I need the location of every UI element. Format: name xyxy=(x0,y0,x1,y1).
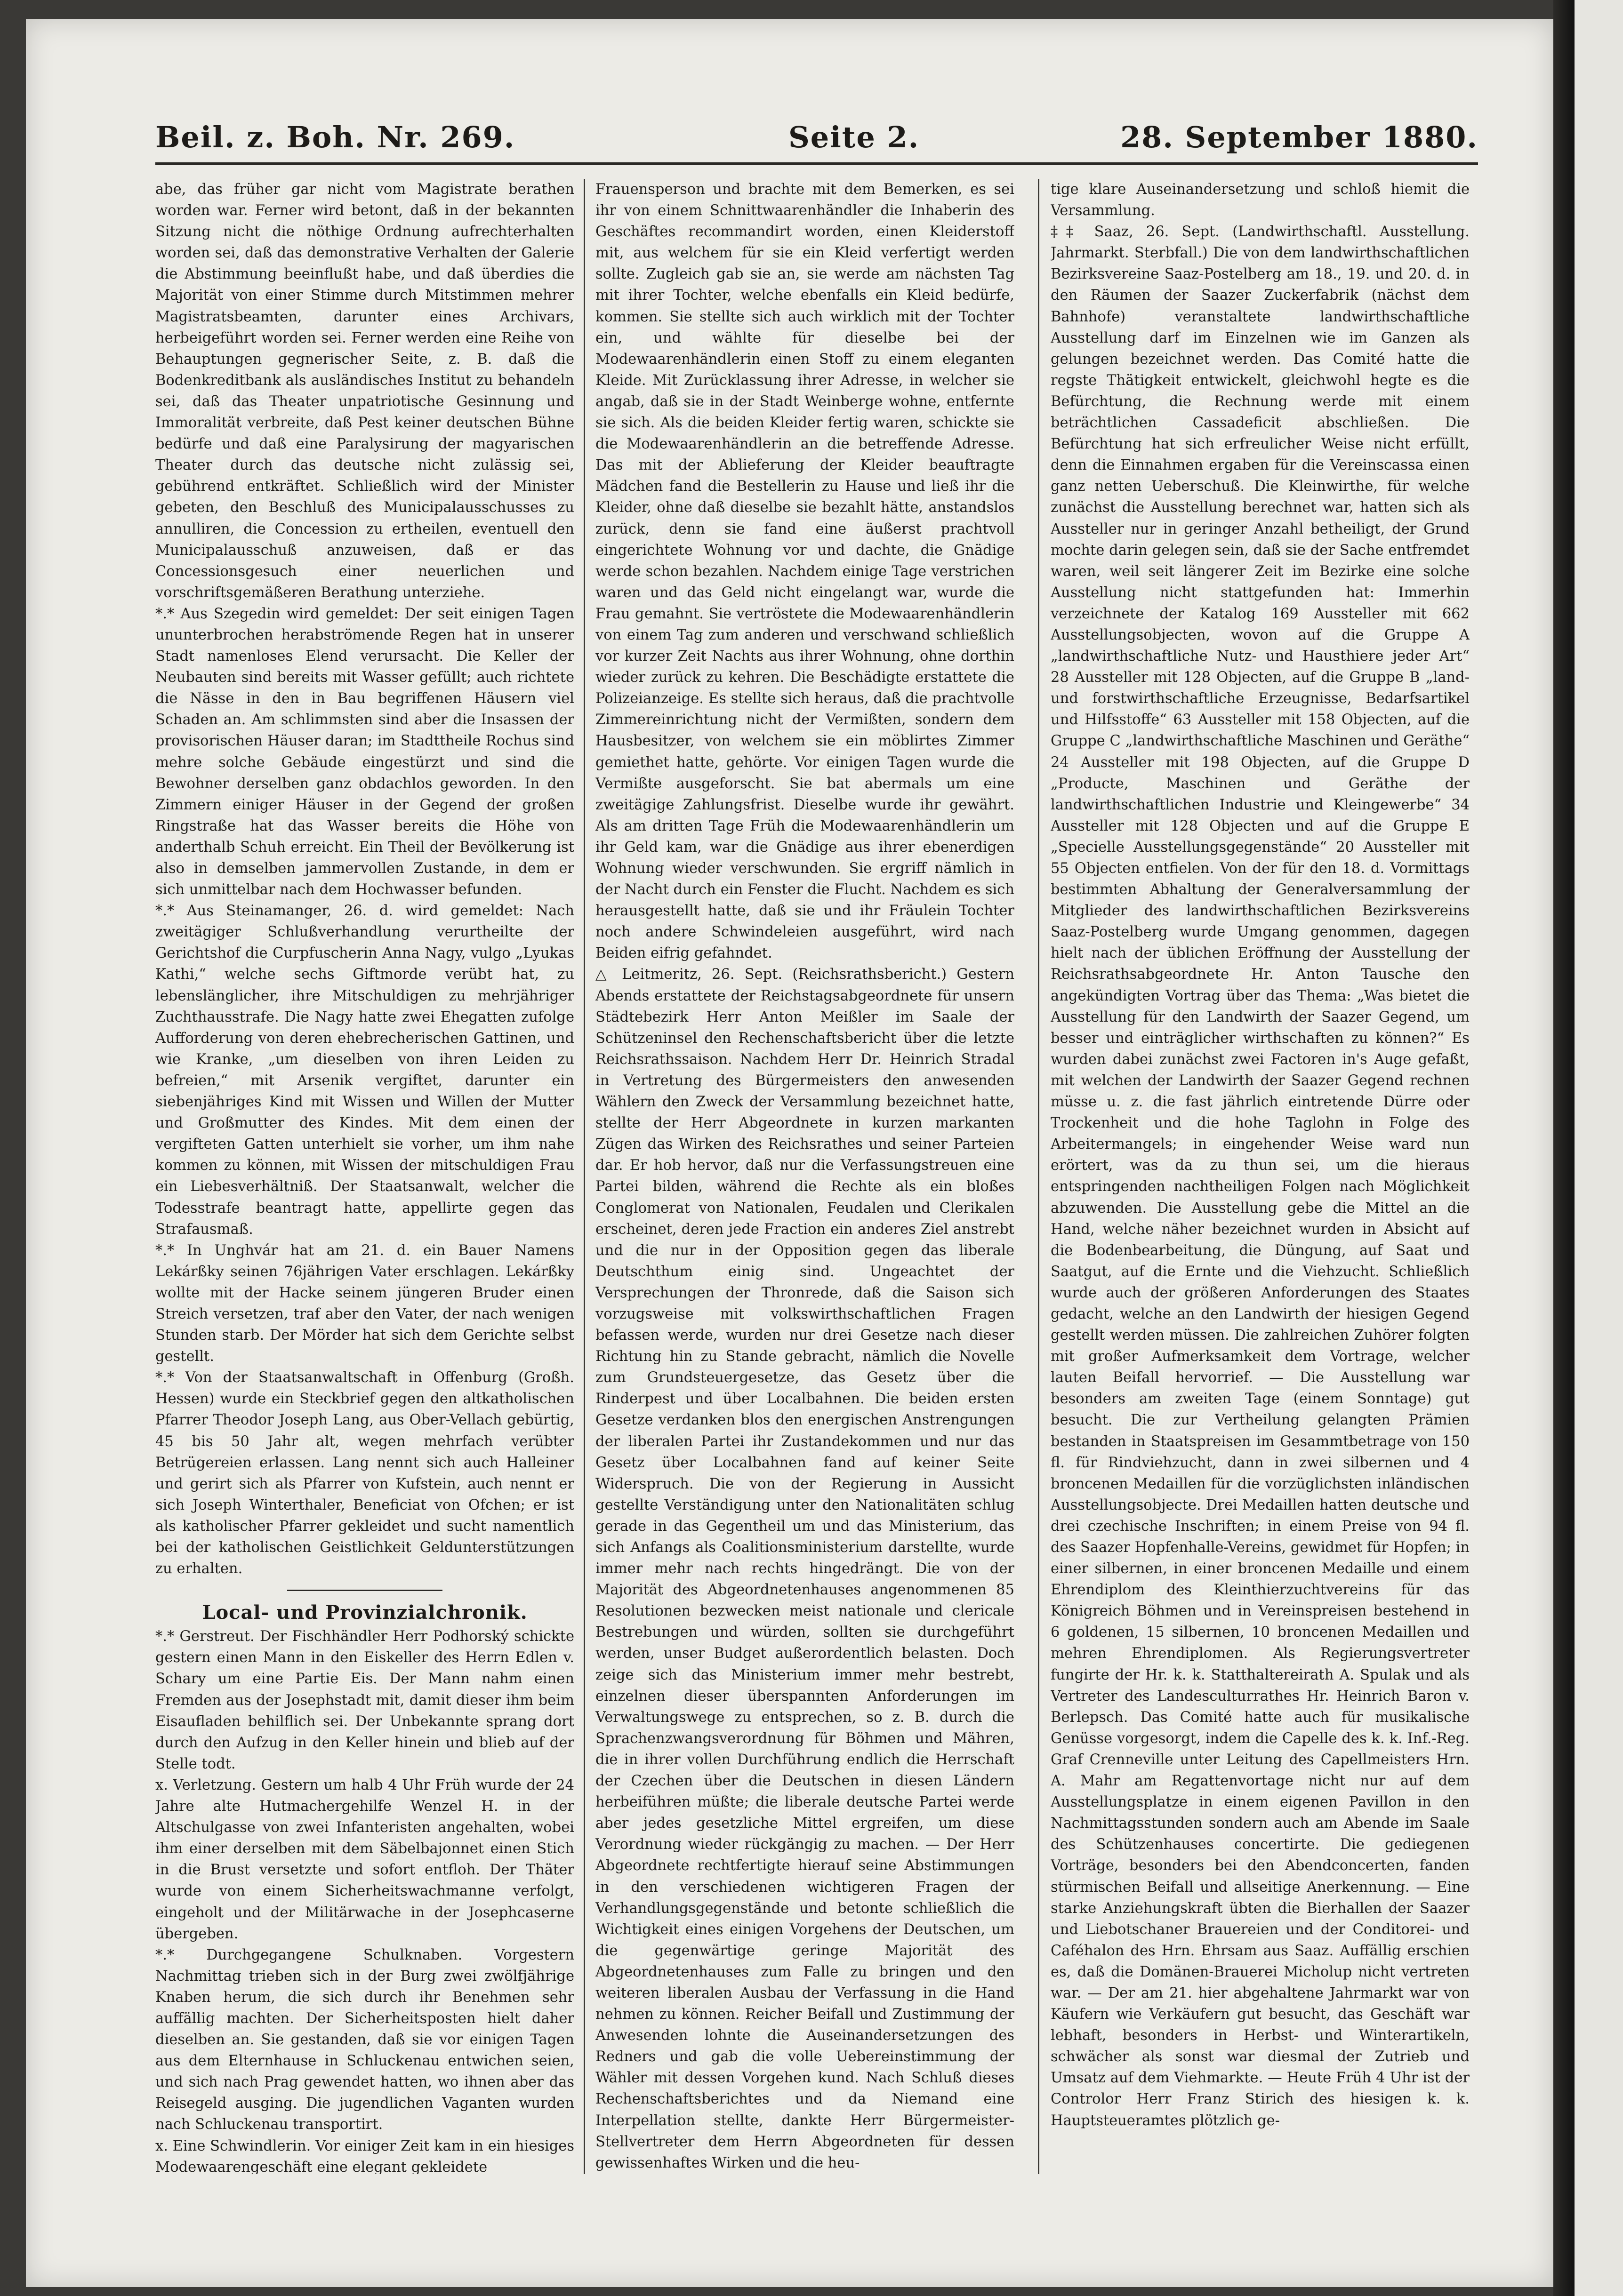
column-1 xyxy=(155,179,574,2174)
article-paragraph: ‡‡ Saaz, 26. Sept. (Landwirthschaftl. Ausstellung. Jahrmarkt. Sterbfall.) Die von dem landwirthschaftlichen Bezirksvereine Saaz-Postelberg am 18., 19. und 20. d. in den Räumen der Saazer Zuckerfabrik (nächst dem Bahnhofe) veranstaltete landwirthschaftliche Ausstellung darf im Einzelnen wie im Ganzen als gelungen bezeichnet werden. Das Comité hatte die regste Thätigkeit entwickelt, gleichwohl hegte es die Befürchtung, die Rechnung werde mit einem beträchtlichen Cassadeficit abschließen. Die Befürchtung hat sich erfreulicher Weise nicht erfüllt, denn die Einnahmen ergaben für die Vereinscassa einen ganz netten Ueberschuß. Die Kleinwirthe, für welche zunächst die Ausstellung berechnet war, hatten sich als Aussteller nur in geringer Anzahl betheiligt, der Grund mochte darin gelegen sein, daß sie der Sache entfremdet waren, weil seit längerer Zeit im Bezirke eine solche Ausstellung nicht stattgefunden hat: Immerhin verzeichnete der Katalog 169 Aussteller mit 662 Ausstellungsobjecten, wovon auf die Gruppe A „landwirthschaftliche Nutz- und Hausthiere jeder Art“ 28 Aussteller mit 128 Objecten, auf die Gruppe B „land- und forstwirthschaftliche Erzeugnisse, Bedarfsartikel und Hilfsstoffe“ 63 Aussteller mit 158 Objecten, auf die Gruppe C „landwirthschaftliche Maschinen und Geräthe“ 24 Aussteller mit 198 Objecten, auf die Gruppe D „Producte, Maschinen und Geräthe der landwirthschaftlichen Industrie und Kleingewerbe“ 34 Aussteller mit 128 Objecten und auf die Gruppe E „Specielle Ausstellungsgegenstände“ 20 Aussteller mit 55 Objecten entfielen. Von der für den 18. d. Vormittags bestimmten Abhaltung der Generalversammlung der Mitglieder des landwirthschaftlichen Bezirksvereins Saaz-Postelberg wurde Umgang genommen, dagegen hielt nach der üblichen Eröffnung der Ausstellung der Reichsrathsabgeordnete Hr. Anton Tausche den angekündigten Vortrag über das Thema: „Was bietet die Ausstellung für den Landwirth der Saazer Gegend, um besser und einträglicher wirthschaften zu können?“ Es wurden dabei zunächst zwei Factoren in's Auge gefaßt, mit welchen der Landwirth der Saazer Gegend rechnen müsse u. z. die fast jährlich eintretende Dürre oder Trockenheit und die hohe Taglohn in Folge des Arbeitermangels; in eingehender Weise ward nun erörtert, was da zu thun sei, um die hieraus entspringenden nachtheiligen Folgen nach Möglichkeit abzuwenden. Die Ausstellung gebe die Mittel an die Hand, welche näher bezeichnet wurden in Absicht auf die Bodenbearbeitung, die Düngung, auf Saat und Saatgut, auf die Ernte und die Viehzucht. Schließlich wurde auch der größeren Anforderungen des Staates gedacht, welche an den Landwirth der hiesigen Gegend gestellt werden müssen. Die zahlreichen Zuhörer folgten mit großer Aufmerksamkeit dem Vortrage, welcher lauten Beifall hervorrief. — Die Ausstellung war besonders am zweiten Tage (einem Sonntage) gut besucht. Die zur Vertheilung gelangten Prämien bestanden in Staatspreisen im Gesammtbetrage von 150 fl. für Rindviehzucht, dann in zwei silbernen und 4 broncenen Medaillen für die vorzüglichsten inländischen Ausstellungsobjecte. Drei Medaillen hatten deutsche und drei czechische Inschriften; in einem Preise von 94 fl. des Saazer Hopfenhalle-Vereins, gewidmet für Hopfen; in einer silbernen, in einer broncenen Medaille und einem Ehrendiplom des Kleinthierzuchtvereins für das Königreich Böhmen und in Vereinspreisen bestehend in 6 goldenen, 15 silbernen, 10 broncenen Medaillen und mehren Ehrendiplomen. Als Regierungsvertreter fungirte der Hr. k. k. Statthaltereirath A. Spulak und als Vertreter des Landesculturrathes Hr. Heinrich Baron v. Berlepsch. Das Comité hatte auch für musikalische Genüsse vorgesorgt, indem die Capelle des k. k. Inf.-Reg. Graf Crenneville unter Leitung des Capellmeisters Hrn. A. Mahr am Regattenvortage nicht nur auf dem Ausstellungsplatze in einem eigenen Pavillon in den Nachmittagsstunden sondern auch am Abende im Saale des Schützenhauses concertirte. Die gediegenen Vorträge, besonders bei den Abendconcerten, fanden stürmischen Beifall und allseitige Anerkennung. — Eine starke Anziehungskraft übten die Bierhallen der Saazer und Liebotschaner Brauereien und der Conditorei- und Caféhalon des Hrn. Ehrsam aus Saaz. Auffällig erschien es, daß die Domänen-Brauerei Micholup nicht vertreten war. — Der am 21. hier abgehaltene Jahrmarkt war von Käufern wie Verkäufern gut besucht, das Geschäft war lebhaft, besonders in Herbst- und Winterartikeln, schwächer als sonst war diesmal der Zutrieb und Umsatz auf dem Viehmarkte. — Heute Früh 4 Uhr ist der Controlor Herr Franz Stirich des hiesigen k. k. Hauptsteueramtes plötzlich ge- xyxy=(1051,224,1470,2129)
column-divider xyxy=(584,179,585,2174)
column-divider xyxy=(1038,179,1039,2174)
page-header xyxy=(155,120,1478,158)
article-paragraph: *.* Aus Steinamanger, 26. d. wird gemeldet: Nach zweitägiger Schlußverhandlung verurtheilte der Gerichtshof die Curpfuscherin Anna Nagy, vulgo „Lyukas Kathi,“ welche sechs Giftmorde verübt hat, zu lebenslänglicher, ihre Mitschuldigen zu mehrjähriger Zuchthausstrafe. Die Nagy hatte zwei Ehegatten zufolge Aufforderung von deren ehebrecherischen Gattinen, und wie Kranke, „um dieselben von ihren Leiden zu befreien,“ mit Arsenik vergiftet, darunter ein siebenjähriges Kind mit Wissen und Willen der Mutter und Großmutter des Kindes. Mit dem einen der vergifteten Gatten unterhielt sie vorher, um ihm nahe kommen zu können, mit Wissen der mitschuldigen Frau ein Liebesverhältniß. Der Staatsanwalt, welcher die Todesstrafe beantragt hatte, appellirte gegen das Strafausmaß. xyxy=(155,903,574,1238)
adjacent-page-edge xyxy=(1575,0,1623,2296)
article-paragraph: x. Verletzung. Gestern um halb 4 Uhr Früh wurde der 24 Jahre alte Hutmachergehilfe Wenzel H. in der Altschulgasse von zwei Infanteristen angehalten, wobei ihm einer derselben mit dem Säbelbajonnet einen Stich in die Brust versetzte und sofort entfloh. Der Thäter wurde von einem Sicherheitswachmanne verfolgt, eingeholt und der Militärwache in der Josephcaserne übergeben. xyxy=(155,1776,574,1942)
article-paragraph: *.* Von der Staatsanwaltschaft in Offenburg (Großh. Hessen) wurde ein Steckbrief gegen den altkatholischen Pfarrer Theodor Joseph Lang, aus Ober-Vellach gebürtig, 45 bis 50 Jahr alt, wegen mehrfach verübter Betrügereien erlassen. Lang nennt sich auch Halleiner und gerirt sich als Pfarrer von Kufstein, auch nennt er sich Joseph Winterthaler, Beneficiat von Ofchen; er ist als katholischer Pfarrer gekleidet und sucht namentlich bei der katholischen Geistlichkeit Geldunterstützungen zu erhalten. xyxy=(155,1369,574,1577)
article-paragraph: *.* Durchgegangene Schulknaben. Vorgestern Nachmittag trieben sich in der Burg zwei zwölfjährige Knaben herum, die sich durch ihr Benehmen sehr auffällig machten. Der Sicherheitsposten hielt daher dieselben an. Sie gestanden, daß sie vor einigen Tagen aus dem Elternhause in Schluckenau entwichen seien, und sich nach Prag gewendet hatten, wo ihnen aber das Reisegeld ausging. Die jugendlichen Vaganten wurden nach Schluckenau transportirt. xyxy=(155,1946,574,2133)
header-rule xyxy=(155,162,1478,165)
section-ornament xyxy=(155,1583,574,1597)
article-paragraph: x. Eine Schwindlerin. Vor einiger Zeit kam in ein hiesiges Modewaarengeschäft eine elegant gekleidete xyxy=(155,2137,574,2174)
article-paragraph: abe, das früher gar nicht vom Magistrate berathen worden war. Ferner wird betont, daß in der bekannten Sitzung nicht die nöthige Ordnung aufrechterhalten worden sei, daß das demonstrative Verhalten der Galerie die Abstimmung beeinflußt habe, und daß überdies die Majorität von einer Stimme durch Mitstimmen mehrer Magistratsbeamten, darunter eines Archivars, herbeigeführt worden sei. Ferner werden eine Reihe von Behauptungen gegnerischer Seite, z. B. daß die Bodenkreditbank als ausländisches Institut zu behandeln sei, daß das Theater unpatriotische Gesinnung und Immoralität verbreite, daß Pest keiner deutschen Bühne bedürfe und daß eine Paralysirung der magyarischen Theater durch das deutsche nicht zulässig sei, gebührend entkräftet. Schließlich wird der Minister gebeten, den Beschluß des Municipalausschusses zu annulliren, die Concession zu ertheilen, eventuell den Municipalausschuß anzuweisen, daß er das Concessionsgesuch einer neuerlichen und vorschriftsgemäßeren Berathung unterziehe. xyxy=(155,181,574,601)
article-paragraph: Frauensperson und brachte mit dem Bemerken, es sei ihr von einem Schnittwaarenhändler die Inhaberin des Geschäftes recommandirt worden, einen Kleiderstoff mit, aus welchem für sie ein Kleid verfertigt werden sollte. Zugleich gab sie an, sie werde am nächsten Tag mit ihrer Tochter, welche ebenfalls ein Kleid bedürfe, kommen. Sie stellte sich auch wirklich mit der Tochter ein, und wählte für dieselbe bei der Modewaarenhändlerin einen Stoff zu einem eleganten Kleide. Mit Zurücklassung ihrer Adresse, in welcher sie angab, daß sie in der Stadt Weinberge wohne, entfernte sie sich. Als die beiden Kleider fertig waren, schickte sie die Modewaarenhändlerin an die betreffende Adresse. Das mit der Ablieferung der Kleider beauftragte Mädchen fand die Bestellerin zu Hause und ließ ihr die Kleider, ohne daß dieselbe sie bezahlt hätte, anstandslos zurück, denn sie fand eine äußerst prachtvoll eingerichtete Wohnung vor und dachte, die Gnädige werde schon bezahlen. Nachdem einige Tage verstrichen waren und das Geld nicht eingelangt war, wurde die Frau gemahnt. Sie vertröstete die Modewaarenhändlerin von einem Tag zum anderen und verschwand schließlich vor kurzer Zeit Nachts aus ihrer Wohnung, ohne dorthin wieder zurück zu kehren. Die Beschädigte erstattete die Polizeianzeige. Es stellte sich heraus, daß die prachtvolle Zimmereinrichtung nicht der Vermißten, sondern dem Hausbesitzer, von welchem sie ein möblirtes Zimmer gemiethet hatte, gehörte. Vor einigen Tagen wurde die Vermißte ausgeforscht. Sie bat abermals um eine zweitägige Zahlungsfrist. Dieselbe wurde ihr gewährt. Als am dritten Tage Früh die Modewaarenhändlerin um ihr Geld kam, war die Gnädige aus ihrer ebenerdigen Wohnung wieder verschwunden. Sie ergriff nämlich in der Nacht durch ein Fenster die Flucht. Nachdem es sich herausgestellt hatte, daß sie und ihr Fräulein Tochter noch andere Schwindeleien ausgeführt, wird nach Beiden eifrig gefahndet. xyxy=(595,181,1014,962)
section-heading: Local- und Provinzialchronik. xyxy=(202,1601,528,1624)
header-page-number: Seite 2. xyxy=(788,120,920,154)
page-gutter-shadow xyxy=(1553,0,1575,2296)
column-3 xyxy=(1051,179,1470,2174)
article-paragraph: *.* Gerstreut. Der Fischhändler Herr Podhorský schickte gestern einen Mann in den Eiskeller des Herrn Edlen v. Schary um eine Partie Eis. Der Mann nahm einen Fremden aus der Josephstadt mit, damit dieser ihm beim Eisaufladen behilflich sei. Der Unbekannte sprang dort durch den Aufzug in den Keller hinein und blieb auf der Stelle todt. xyxy=(155,1628,574,1772)
header-issue: Beil. z. Boh. Nr. 269. xyxy=(155,120,515,154)
header-date: 28. September 1880. xyxy=(1120,120,1478,154)
article-paragraph: *.* Aus Szegedin wird gemeldet: Der seit einigen Tagen ununterbrochen herabströmende Regen hat in unserer Stadt namenloses Elend verursacht. Die Keller der Neubauten sind bereits mit Wasser gefüllt; auch richtete die Nässe in den in Bau begriffenen Häusern viel Schaden an. Am schlimmsten sind aber die Insassen der provisorischen Häuser daran; im Stadttheile Rochus sind mehre solche Gebäude eingestürzt und sind die Bewohner derselben ganz obdachlos geworden. In den Zimmern einiger Häuser in der Gegend der großen Ringstraße hat das Wasser bereits die Höhe von anderthalb Schuh erreicht. Ein Theil der Bevölkerung ist also in demselben jammervollen Zustande, in dem er sich unmittelbar nach dem Hochwasser befunden. xyxy=(155,605,574,898)
article-paragraph: *.* In Unghvár hat am 21. d. ein Bauer Namens Lekárßky seinen 76jährigen Vater erschlagen. Lekárßky wollte mit der Hacke seinem jüngeren Bruder einen Streich versetzen, traf aber den Vater, der nach wenigen Stunden starb. Der Mörder hat sich dem Gerichte selbst gestellt. xyxy=(155,1242,574,1365)
article-paragraph: △ Leitmeritz, 26. Sept. (Reichsrathsbericht.) Gestern Abends erstattete der Reichstagsabgeordnete für unsern Städtebezirk Herr Anton Meißler im Saale der Schützeninsel den Rechenschaftsbericht über die letzte Reichsrathssaison. Nachdem Herr Dr. Heinrich Stradal in Vertretung des Bürgermeisters den anwesenden Wählern den Zweck der Versammlung bezeichnet hatte, stellte der Herr Abgeordnete in kurzen markanten Zügen das Wirken des Reichsrathes und seiner Parteien dar. Er hob hervor, daß nur die Verfassungstreuen eine Partei bilden, während die Rechte als ein bloßes Conglomerat von Nationalen, Feudalen und Clerikalen erscheinet, deren jede Fraction ein anderes Ziel anstrebt und die nur in der Opposition gegen das liberale Deutschthum einig sind. Ungeachtet der Versprechungen der Thronrede, daß die Saison sich vorzugsweise mit volkswirthschaftlichen Fragen befassen werde, wurden nur drei Gesetze nach dieser Richtung hin zu Stande gebracht, nämlich die Novelle zum Grundsteuergesetze, das Gesetz über die Rinderpest und über Localbahnen. Die beiden ersten Gesetze verdanken blos den energischen Anstrengungen der liberalen Partei ihr Zustandekommen und nur das Gesetz über Localbahnen fand auf keiner Seite Widerspruch. Die von der Regierung in Aussicht gestellte Verständigung unter den Nationalitäten schlug gerade in das Gegentheil um und das Ministerium, das sich Anfangs als Coalitionsministerium darstellte, wurde immer mehr nach rechts hingedrängt. Die von der Majorität des Abgeordnetenhauses angenommenen 85 Resolutionen bezwecken meist nationale und clericale Bestrebungen und würden, sollten sie durchgeführt werden, unser Budget außerordentlich belasten. Doch zeige sich das Ministerium immer mehr bestrebt, einzelnen dieser überspannten Anforderungen im Verwaltungswege zu entsprechen, so z. B. durch die Sprachenzwangsverordnung für Böhmen und Mähren, die in ihrer vollen Durchführung endlich die Herrschaft der Czechen über die Deutschen in diesen Ländern herbeiführen müßte; die liberale deutsche Partei werde aber jedes gesetzliche Mittel ergreifen, um diese Verordnung wieder rückgängig zu machen. — Der Herr Abgeordnete rechtfertigte hierauf seine Abstimmungen in den verschiedenen wichtigeren Fragen der Verhandlungsgegenstände und betonte schließlich die Wichtigkeit eines einigen Vorgehens der Deutschen, um die gegenwärtige geringe Majorität des Abgeordnetenhauses zum Falle zu bringen und den weiteren liberalen Ausbau der Verfassung in die Hand nehmen zu können. Reicher Beifall und Zustimmung der Anwesenden lohnte die Auseinandersetzungen des Redners und gab die volle Uebereinstimmung der Wähler mit dessen Vorgehen kund. Nach Schluß dieses Rechenschaftsberichtes und da Niemand eine Interpellation stellte, dankte Herr Bürgermeister-Stellvertreter dem Herrn Abgeordneten für dessen gewissenhaftes Wirken und die heu- xyxy=(595,966,1014,2171)
column-2 xyxy=(595,179,1014,2174)
article-paragraph: tige klare Auseinandersetzung und schloß hiemit die Versammlung. xyxy=(1051,181,1470,219)
